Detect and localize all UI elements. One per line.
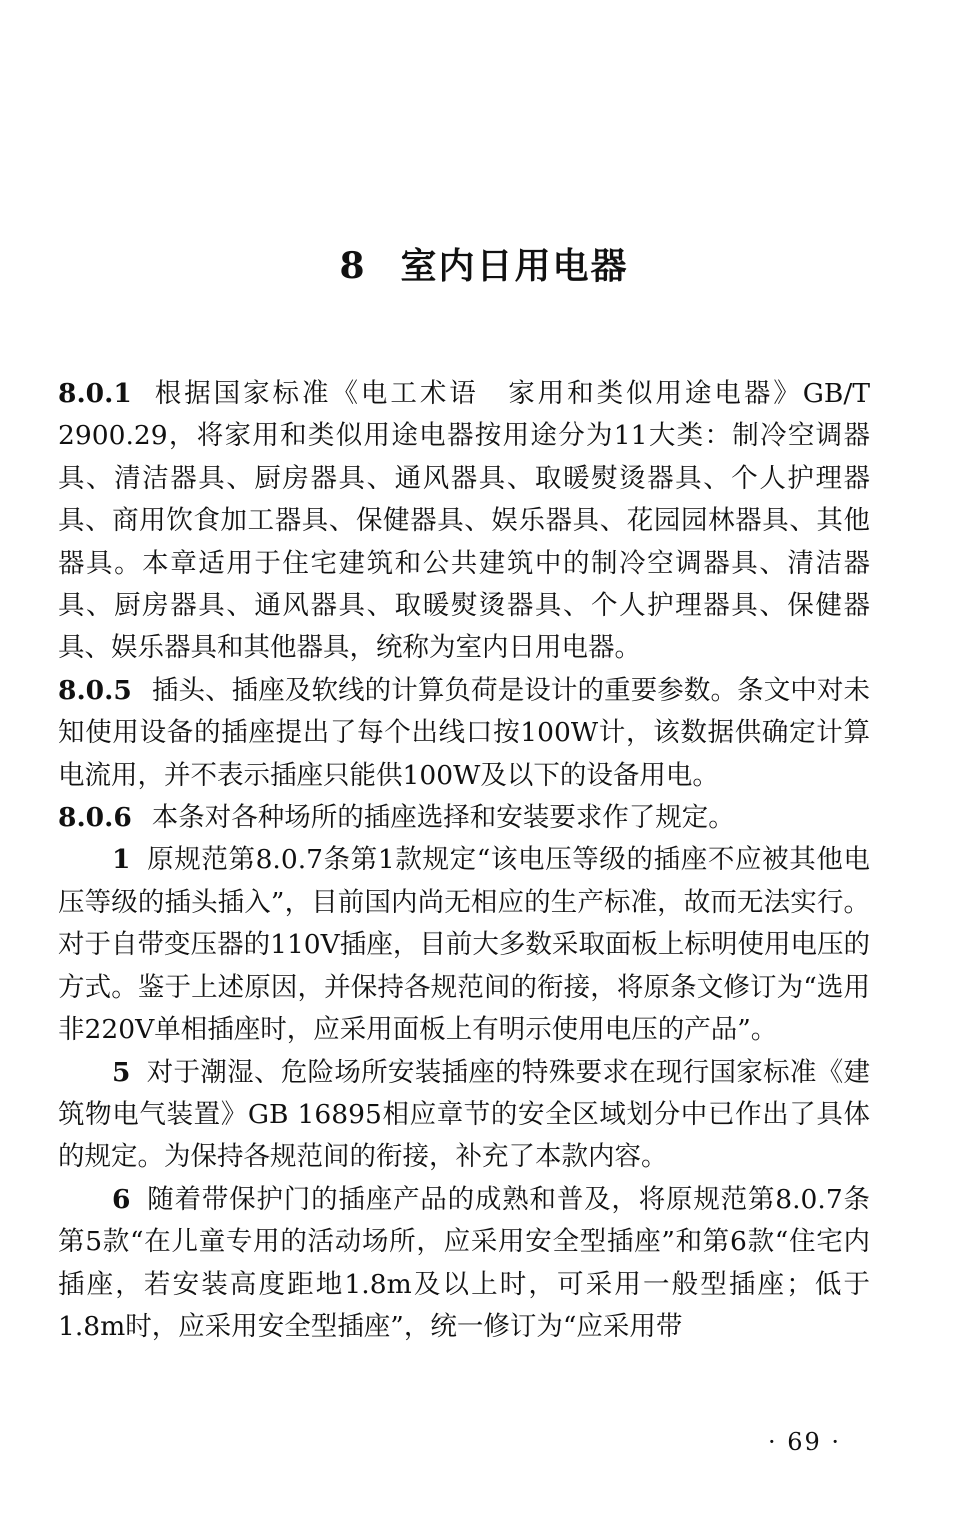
clause-text: 本条对各种场所的插座选择和安装要求作了规定。 — [151, 802, 735, 834]
clause-8-0-6 — [58, 797, 870, 839]
clause-number: 8.0.1 — [58, 378, 132, 409]
page-number: · 69 · — [768, 1428, 842, 1456]
clause-number: 8.0.6 — [58, 802, 132, 834]
chapter-title — [0, 238, 968, 289]
clause-8-0-5 — [58, 670, 870, 797]
item-text: 随着带保护门的插座产品的成熟和普及，将原规范第8.0.7条第5款“在儿童专用的活动场所，应采用安全型插座”和第6款“住宅内插座，若安装高度距地1.8m及以上时，可采用一般型插座；低于1.8m时，应采用安全型插座”，统一修订为“应采用带 — [58, 1183, 870, 1342]
item-number: 5 — [112, 1056, 131, 1088]
document-body — [58, 373, 870, 1348]
clause-number: 8.0.5 — [58, 674, 132, 706]
item-1 — [58, 839, 870, 1051]
clause-text: 插头、插座及软线的计算负荷是设计的重要参数。条文中对未知使用设备的插座提出了每个出线口按100W计，该数据供确定计算电流用，并不表示插座只能供100W及以下的设备用电。 — [58, 674, 870, 791]
item-number: 6 — [112, 1183, 131, 1215]
item-5 — [58, 1052, 870, 1179]
item-text: 对于潮湿、危险场所安装插座的特殊要求在现行国家标准《建筑物电气装置》GB 16895相应章节的安全区域划分中已作出了具体的规定。为保持各规范间的衔接，补充了本款内容。 — [58, 1056, 870, 1173]
chapter-number: 8 — [339, 245, 367, 287]
item-number: 1 — [112, 844, 131, 876]
clause-8-0-1 — [58, 373, 870, 670]
item-text: 原规范第8.0.7条第1款规定“该电压等级的插座不应被其他电压等级的插头插入”，目前国内尚无相应的生产标准，故而无法实行。对于自带变压器的110V插座，目前大多数采取面板上标明使用电压的方式。鉴于上述原因，并保持各规范间的衔接，将原条文修订为“选用非220V单相插座时，应采用面板上有明示使用电压的产品”。 — [58, 844, 870, 1046]
clause-text: 根据国家标准《电工术语 家用和类似用途电器》GB/T 2900.29，将家用和类似用途电器按用途分为11大类：制冷空调器具、清洁器具、厨房器具、通风器具、取暖熨烫器具、个人护理器具、商用饮食加工器具、保健器具、娱乐器具、花园园林器具、其他器具。本章适用于住宅建筑和公共建筑中的制冷空调器具、清洁器具、厨房器具、通风器具、取暖熨烫器具、个人护理器具、保健器具、娱乐器具和其他器具，统称为室内日用电器。 — [58, 378, 870, 664]
chapter-title-text: 室内日用电器 — [400, 246, 629, 287]
item-6 — [58, 1179, 870, 1349]
